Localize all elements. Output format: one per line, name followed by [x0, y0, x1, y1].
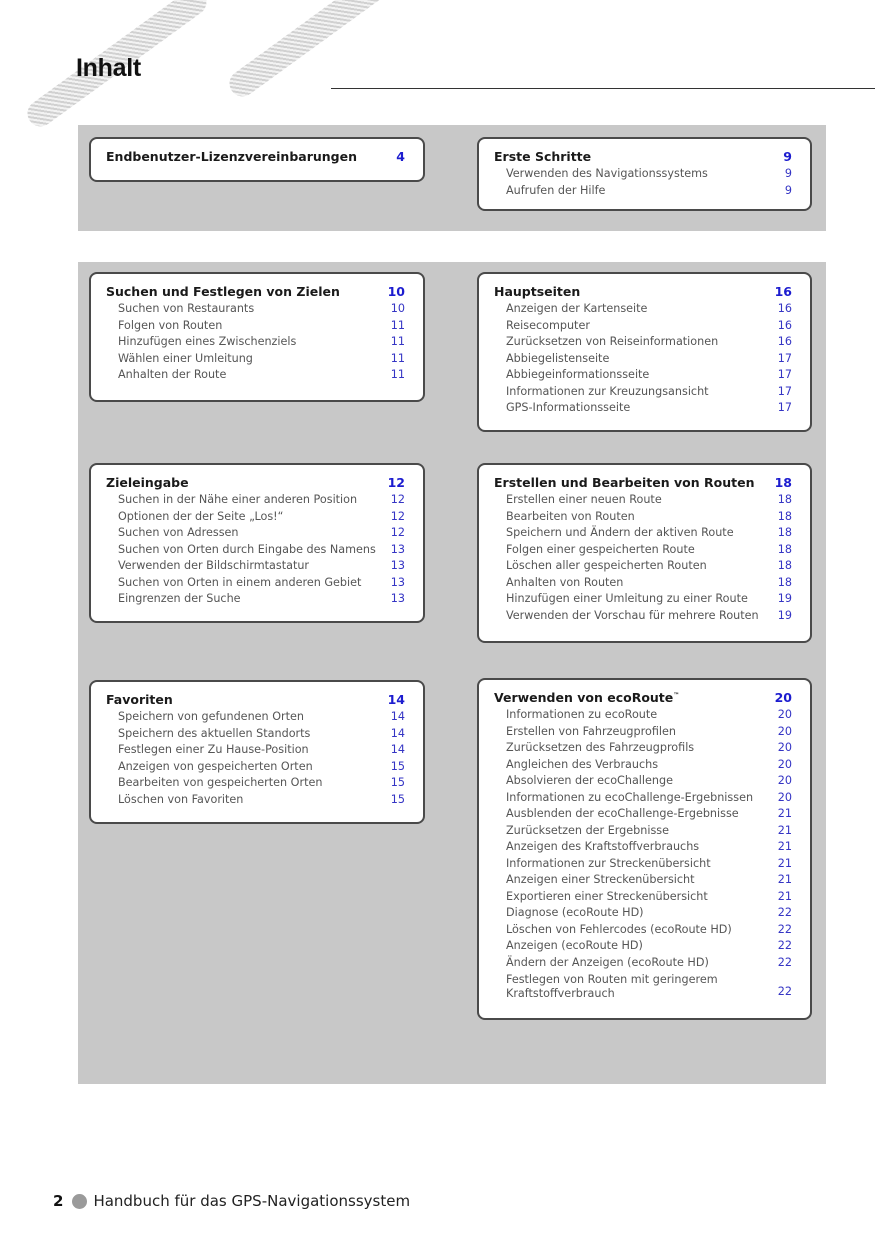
- toc-entry[interactable]: [106, 792, 405, 809]
- entry-title: Informationen zu ecoRoute: [506, 708, 658, 721]
- toc-entry[interactable]: [494, 351, 792, 368]
- entry-title: Eingrenzen der Suche: [118, 592, 241, 605]
- toc-entry[interactable]: [106, 334, 405, 351]
- entry-page-number: 16: [777, 318, 792, 332]
- toc-entry[interactable]: [494, 542, 792, 559]
- toc-entry[interactable]: [106, 759, 405, 776]
- decorative-stripe: [224, 0, 405, 102]
- entry-title: Speichern des aktuellen Standorts: [118, 726, 311, 740]
- entry-title: Anzeigen des Kraftstoffverbrauchs: [506, 840, 700, 853]
- section-title[interactable]: Hauptseiten: [494, 284, 581, 299]
- entry-title: Informationen zur Kreuzungsansicht: [506, 384, 709, 398]
- entry-page-number: 19: [777, 592, 792, 605]
- section-title[interactable]: Zieleingabe: [106, 475, 189, 490]
- entry-page-number: 22: [777, 922, 792, 936]
- entry-title: Angleichen des Verbrauchs: [506, 757, 659, 771]
- entry-page-number: 11: [390, 335, 405, 348]
- entry-page-number: 19: [777, 608, 792, 622]
- section-header: [106, 149, 405, 166]
- toc-entry[interactable]: [106, 301, 405, 318]
- toc-entry[interactable]: [494, 955, 792, 972]
- entry-page-number: 17: [777, 384, 792, 398]
- footer-page-number: 2: [53, 1192, 64, 1210]
- entry-title: Informationen zu ecoChallenge-Ergebnissen: [506, 790, 754, 804]
- entry-title: Suchen von Adressen: [118, 526, 239, 539]
- entry-page-number: 22: [777, 955, 792, 969]
- section-page-number[interactable]: 18: [774, 475, 792, 490]
- toc-entry[interactable]: [494, 334, 792, 351]
- entry-page-number: 13: [390, 592, 405, 605]
- entry-page-number: 18: [777, 559, 792, 572]
- section-title[interactable]: Erste Schritte: [494, 149, 592, 164]
- entry-page-number: 20: [777, 757, 792, 771]
- toc-entry[interactable]: [106, 591, 405, 608]
- toc-entry[interactable]: [494, 318, 792, 335]
- entry-title: Bearbeiten von Routen: [506, 509, 635, 523]
- toc-entry[interactable]: [494, 773, 792, 790]
- entry-page-number: 17: [777, 351, 792, 365]
- section-title-group: [494, 690, 679, 705]
- toc-entry[interactable]: [494, 558, 792, 575]
- entry-page-number: 13: [390, 542, 405, 556]
- toc-entry[interactable]: [494, 790, 792, 807]
- footer-dot-icon: [72, 1194, 87, 1209]
- entry-title: Löschen von Favoriten: [118, 792, 244, 806]
- entry-page-number: 21: [777, 840, 792, 853]
- entry-title: Hinzufügen eines Zwischenziels: [118, 335, 297, 348]
- toc-entry[interactable]: [106, 775, 405, 792]
- entry-title: Speichern von gefundenen Orten: [118, 710, 304, 723]
- toc-entry[interactable]: [494, 806, 792, 823]
- toc-entry[interactable]: [494, 400, 792, 417]
- entry-title: Anhalten von Routen: [506, 575, 624, 589]
- section-header: [494, 284, 792, 301]
- entry-page-number: 12: [390, 526, 405, 539]
- entry-page-number: 21: [777, 856, 792, 870]
- section-header: [494, 475, 792, 492]
- entry-title: Suchen von Orten durch Eingabe des Namens: [118, 542, 376, 556]
- toc-entry[interactable]: [494, 301, 792, 318]
- entry-page-number: 22: [777, 906, 792, 919]
- section-title[interactable]: Favoriten: [106, 692, 173, 707]
- toc-entry[interactable]: [106, 742, 405, 759]
- toc-entry[interactable]: [494, 509, 792, 526]
- entry-title: Verwenden der Bildschirmtastatur: [118, 559, 310, 572]
- toc-section: [477, 137, 812, 211]
- entry-page-number: 15: [390, 759, 405, 773]
- entry-title: Festlegen einer Zu Hause-Position: [118, 743, 309, 756]
- entry-page-number: 11: [390, 318, 405, 332]
- entry-page-number: 21: [777, 889, 792, 903]
- toc-section: [89, 680, 425, 824]
- entry-page-number: 16: [777, 335, 792, 348]
- entry-title: GPS-Informationsseite: [506, 401, 631, 414]
- entry-title: Anzeigen (ecoRoute HD): [506, 939, 643, 952]
- section-header: [106, 475, 405, 492]
- entry-title: Diagnose (ecoRoute HD): [506, 906, 644, 919]
- toc-entry[interactable]: [494, 166, 792, 183]
- entry-title: Löschen von Fehlercodes (ecoRoute HD): [506, 922, 732, 936]
- entry-page-number: 16: [777, 302, 792, 315]
- entry-page-number: 21: [777, 807, 792, 820]
- toc-entry[interactable]: [106, 509, 405, 526]
- entry-page-number: 20: [777, 724, 792, 738]
- toc-entry[interactable]: [106, 709, 405, 726]
- entry-page-number: 12: [390, 493, 405, 506]
- toc-entry[interactable]: [106, 367, 405, 384]
- entry-page-number: 21: [777, 873, 792, 886]
- entry-title: Folgen einer gespeicherten Route: [506, 542, 695, 556]
- entry-title: Erstellen von Fahrzeugprofilen: [506, 724, 676, 738]
- entry-title: Verwenden der Vorschau für mehrere Routen: [506, 608, 759, 622]
- entry-page-number: 15: [390, 776, 405, 789]
- toc-entry[interactable]: [494, 525, 792, 542]
- toc-entry[interactable]: [106, 525, 405, 542]
- toc-entry[interactable]: [494, 872, 792, 889]
- toc-entry[interactable]: [106, 318, 405, 335]
- entry-title: Bearbeiten von gespeicherten Orten: [118, 776, 323, 789]
- toc-section: [477, 463, 812, 643]
- entry-title: Ausblenden der ecoChallenge-Ergebnisse: [506, 807, 739, 820]
- entry-page-number: 21: [777, 823, 792, 837]
- section-header: [494, 149, 792, 166]
- entry-page-number: 10: [390, 302, 405, 315]
- entry-page-number: 18: [777, 526, 792, 539]
- entry-title: Hinzufügen einer Umleitung zu einer Route: [506, 592, 748, 605]
- toc-entry[interactable]: [494, 922, 792, 939]
- entry-page-number: 17: [777, 368, 792, 381]
- toc-entry[interactable]: [494, 889, 792, 906]
- section-title[interactable]: Suchen und Festlegen von Zielen: [106, 284, 340, 299]
- entry-page-number: 18: [777, 542, 792, 556]
- entry-title: Reisecomputer: [506, 318, 590, 332]
- section-header: [106, 284, 405, 301]
- section-header: [106, 692, 405, 709]
- entry-title: Aufrufen der Hilfe: [506, 183, 606, 197]
- entry-title: Abbiegelistenseite: [506, 351, 610, 365]
- section-page-number[interactable]: 12: [387, 475, 405, 490]
- section-page-number[interactable]: 10: [387, 284, 405, 299]
- toc-entry[interactable]: [106, 726, 405, 743]
- footer: [53, 1192, 410, 1210]
- toc-entry[interactable]: [494, 183, 792, 200]
- entry-title: Löschen aller gespeicherten Routen: [506, 559, 707, 572]
- title-rule: [331, 88, 875, 89]
- entry-page-number: 18: [777, 575, 792, 589]
- entry-page-number: 18: [777, 493, 792, 506]
- toc-entry[interactable]: [494, 740, 792, 757]
- section-title[interactable]: Verwenden von ecoRoute: [494, 690, 674, 705]
- toc-entry[interactable]: [494, 575, 792, 592]
- entry-title: Ändern der Anzeigen (ecoRoute HD): [506, 955, 709, 969]
- toc-entry[interactable]: [494, 839, 792, 856]
- toc-entry[interactable]: [106, 351, 405, 368]
- entry-title: Abbiegeinformationsseite: [506, 368, 650, 381]
- trademark-mark: ™: [673, 691, 680, 699]
- section-page-number[interactable]: 14: [387, 692, 405, 707]
- entry-page-number: 9: [784, 183, 792, 197]
- entry-page-number: 13: [390, 559, 405, 572]
- entry-title: Verwenden des Navigationssystems: [506, 167, 708, 180]
- toc-entry[interactable]: [494, 823, 792, 840]
- toc-entry[interactable]: [494, 608, 792, 625]
- entry-page-number: 11: [390, 368, 405, 381]
- entry-title: Zurücksetzen von Reiseinformationen: [506, 335, 719, 348]
- footer-text: Handbuch für das GPS-Navigationssystem: [93, 1192, 411, 1210]
- entry-title: Speichern und Ändern der aktiven Route: [506, 526, 734, 539]
- entry-title: Festlegen von Routen mit geringerem Kraftstoffverbrauch: [506, 973, 718, 1000]
- entry-title: Informationen zur Streckenübersicht: [506, 856, 711, 870]
- section-title[interactable]: Erstellen und Bearbeiten von Routen: [494, 475, 755, 490]
- entry-page-number: 18: [777, 509, 792, 523]
- toc-section: [477, 272, 812, 432]
- entry-title: Zurücksetzen des Fahrzeugprofils: [506, 741, 695, 754]
- entry-title: Anhalten der Route: [118, 368, 227, 381]
- section-header: [494, 690, 792, 707]
- toc-entry[interactable]: [494, 905, 792, 922]
- toc-entry[interactable]: [494, 856, 792, 873]
- entry-title: Absolvieren der ecoChallenge: [506, 774, 673, 787]
- entry-page-number: 12: [390, 509, 405, 523]
- entry-title: Zurücksetzen der Ergebnisse: [506, 823, 670, 837]
- entry-title: Wählen einer Umleitung: [118, 351, 253, 365]
- entry-page-number: 20: [777, 790, 792, 804]
- entry-page-number: 14: [390, 726, 405, 740]
- entry-title: Anzeigen einer Streckenübersicht: [506, 873, 695, 886]
- entry-title: Erstellen einer neuen Route: [506, 493, 662, 506]
- entry-title: Anzeigen der Kartenseite: [506, 302, 648, 315]
- toc-entry[interactable]: [494, 707, 792, 724]
- toc-entry[interactable]: [106, 575, 405, 592]
- entry-page-number: 14: [390, 710, 405, 723]
- entry-page-number: 22: [777, 984, 792, 998]
- toc-entry[interactable]: [106, 542, 405, 559]
- toc-section: [477, 678, 812, 1020]
- toc-entry[interactable]: [494, 724, 792, 741]
- entry-page-number: 20: [777, 741, 792, 754]
- entry-title: Folgen von Routen: [118, 318, 223, 332]
- toc-entry[interactable]: [494, 938, 792, 955]
- entry-page-number: 20: [777, 708, 792, 721]
- toc-section: [89, 463, 425, 623]
- entry-title: Optionen der der Seite „Los!“: [118, 509, 284, 523]
- entry-page-number: 13: [390, 575, 405, 589]
- entry-page-number: 20: [777, 774, 792, 787]
- entry-title: Anzeigen von gespeicherten Orten: [118, 759, 313, 773]
- entry-page-number: 14: [390, 743, 405, 756]
- entry-page-number: 17: [777, 401, 792, 414]
- toc-entry[interactable]: [494, 971, 792, 1000]
- section-page-number[interactable]: 4: [396, 149, 405, 164]
- entry-title: Exportieren einer Streckenübersicht: [506, 889, 708, 903]
- entry-title: Suchen von Orten in einem anderen Gebiet: [118, 575, 362, 589]
- toc-entry[interactable]: [494, 591, 792, 608]
- page-title: Inhalt: [76, 54, 141, 82]
- section-page-number[interactable]: 16: [774, 284, 792, 299]
- entry-title: Suchen von Restaurants: [118, 302, 255, 315]
- toc-section: [89, 272, 425, 402]
- section-page-number[interactable]: 20: [774, 690, 792, 705]
- toc-entry[interactable]: [494, 384, 792, 401]
- entry-page-number: 11: [390, 351, 405, 365]
- entry-page-number: 15: [390, 792, 405, 806]
- toc-section: [89, 137, 425, 182]
- entry-page-number: 22: [777, 939, 792, 952]
- section-title[interactable]: Endbenutzer-Lizenzvereinbarungen: [106, 149, 357, 164]
- toc-entry[interactable]: [494, 757, 792, 774]
- section-page-number[interactable]: 9: [783, 149, 792, 164]
- toc-entry[interactable]: [106, 558, 405, 575]
- entry-page-number: 9: [784, 167, 792, 180]
- entry-title: Suchen in der Nähe einer anderen Position: [118, 493, 358, 506]
- toc-entry[interactable]: [494, 492, 792, 509]
- toc-entry[interactable]: [494, 367, 792, 384]
- toc-entry[interactable]: [106, 492, 405, 509]
